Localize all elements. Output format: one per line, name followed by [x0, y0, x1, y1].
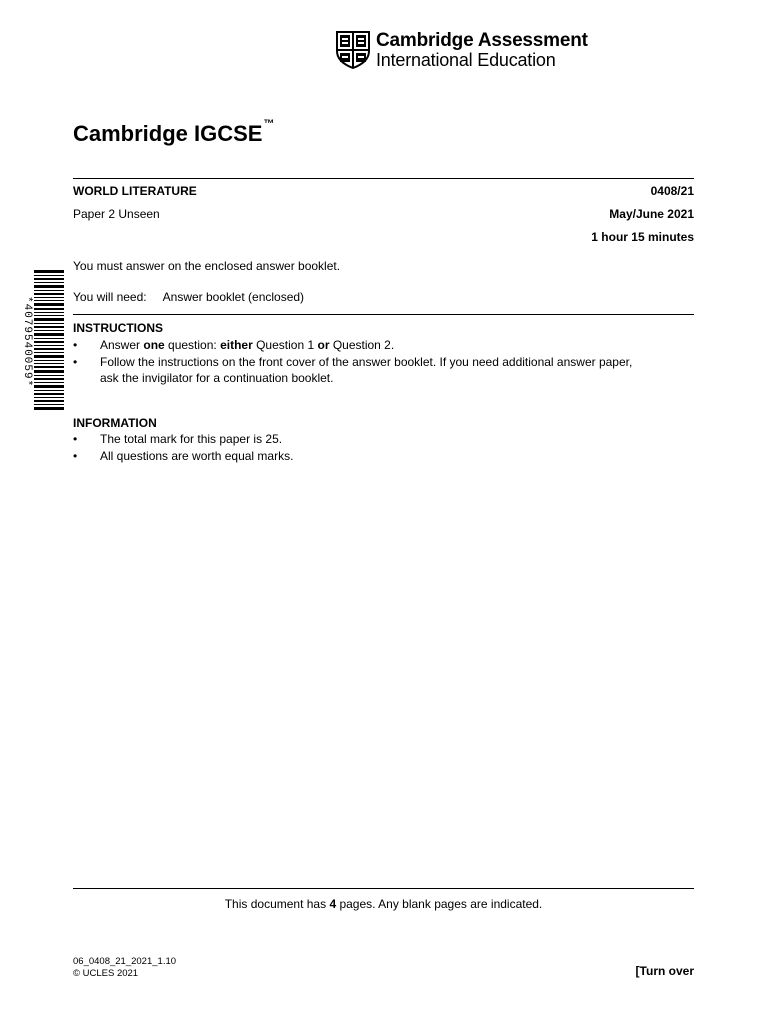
logo-line1: Cambridge Assessment: [376, 30, 588, 51]
paper-name: Paper 2 Unseen: [73, 207, 160, 221]
bullet: •: [73, 448, 78, 463]
turn-over-label: [Turn over: [635, 964, 694, 978]
list-item: [73, 431, 694, 448]
barcode-number: *4079540059*: [21, 296, 33, 388]
instruction-text: question:: [164, 338, 221, 352]
qualification-title: [73, 117, 275, 147]
instruction-text: Question 2.: [329, 338, 395, 352]
barcode-icon: [34, 270, 64, 410]
information-text: The total mark for this paper is 25.: [100, 432, 283, 446]
instruction-text: Follow the instructions on the front cover of the answer booklet. If you need additional answer paper,: [100, 354, 633, 369]
exam-session: May/June 2021: [609, 207, 694, 221]
bullet: •: [73, 432, 78, 446]
instruction-emphasis: or: [317, 338, 330, 352]
subject-title: WORLD LITERATURE: [73, 184, 197, 198]
cambridge-shield-icon: [336, 31, 370, 69]
list-item: [73, 337, 694, 354]
instruction-text: ask the invigilator for a continuation booklet.: [100, 371, 334, 385]
information-heading: INFORMATION: [73, 416, 157, 430]
bullet: •: [73, 338, 78, 352]
document-id: 06_0408_21_2021_1.10: [73, 956, 177, 967]
instruction-emphasis: one: [143, 338, 165, 352]
logo-line2: International Education: [376, 50, 556, 70]
information-text: All questions are worth equal marks.: [100, 448, 294, 463]
page-count-text: pages. Any blank pages are indicated.: [336, 897, 543, 911]
divider-mid: [73, 314, 694, 315]
answer-booklet-note: You must answer on the enclosed answer booklet.: [73, 259, 341, 273]
qualification-name: Cambridge IGCSE: [73, 121, 263, 146]
instruction-emphasis: either: [220, 338, 253, 352]
you-will-need-row: [73, 290, 304, 304]
copyright: © UCLES 2021: [73, 968, 139, 979]
page-count-note: [73, 897, 694, 911]
you-will-need-label: You will need:: [73, 290, 147, 304]
page-count-number: 4: [329, 897, 337, 911]
cambridge-logo: [336, 31, 586, 71]
instructions-list: [73, 337, 694, 387]
trademark-symbol: ™: [263, 117, 275, 130]
list-item: [73, 448, 694, 465]
page-count-text: This document has: [224, 897, 330, 911]
you-will-need-value: Answer booklet (enclosed): [162, 290, 305, 304]
paper-code: 0408/21: [650, 184, 694, 198]
instruction-text: Question 1: [252, 338, 318, 352]
exam-duration: 1 hour 15 minutes: [591, 230, 694, 244]
divider-top: [73, 178, 694, 179]
divider-bottom: [73, 888, 694, 889]
list-item: [73, 354, 694, 387]
information-list: [73, 431, 694, 464]
instructions-heading: INSTRUCTIONS: [73, 321, 163, 335]
instruction-text: Answer: [100, 338, 144, 352]
bullet: •: [73, 354, 78, 369]
